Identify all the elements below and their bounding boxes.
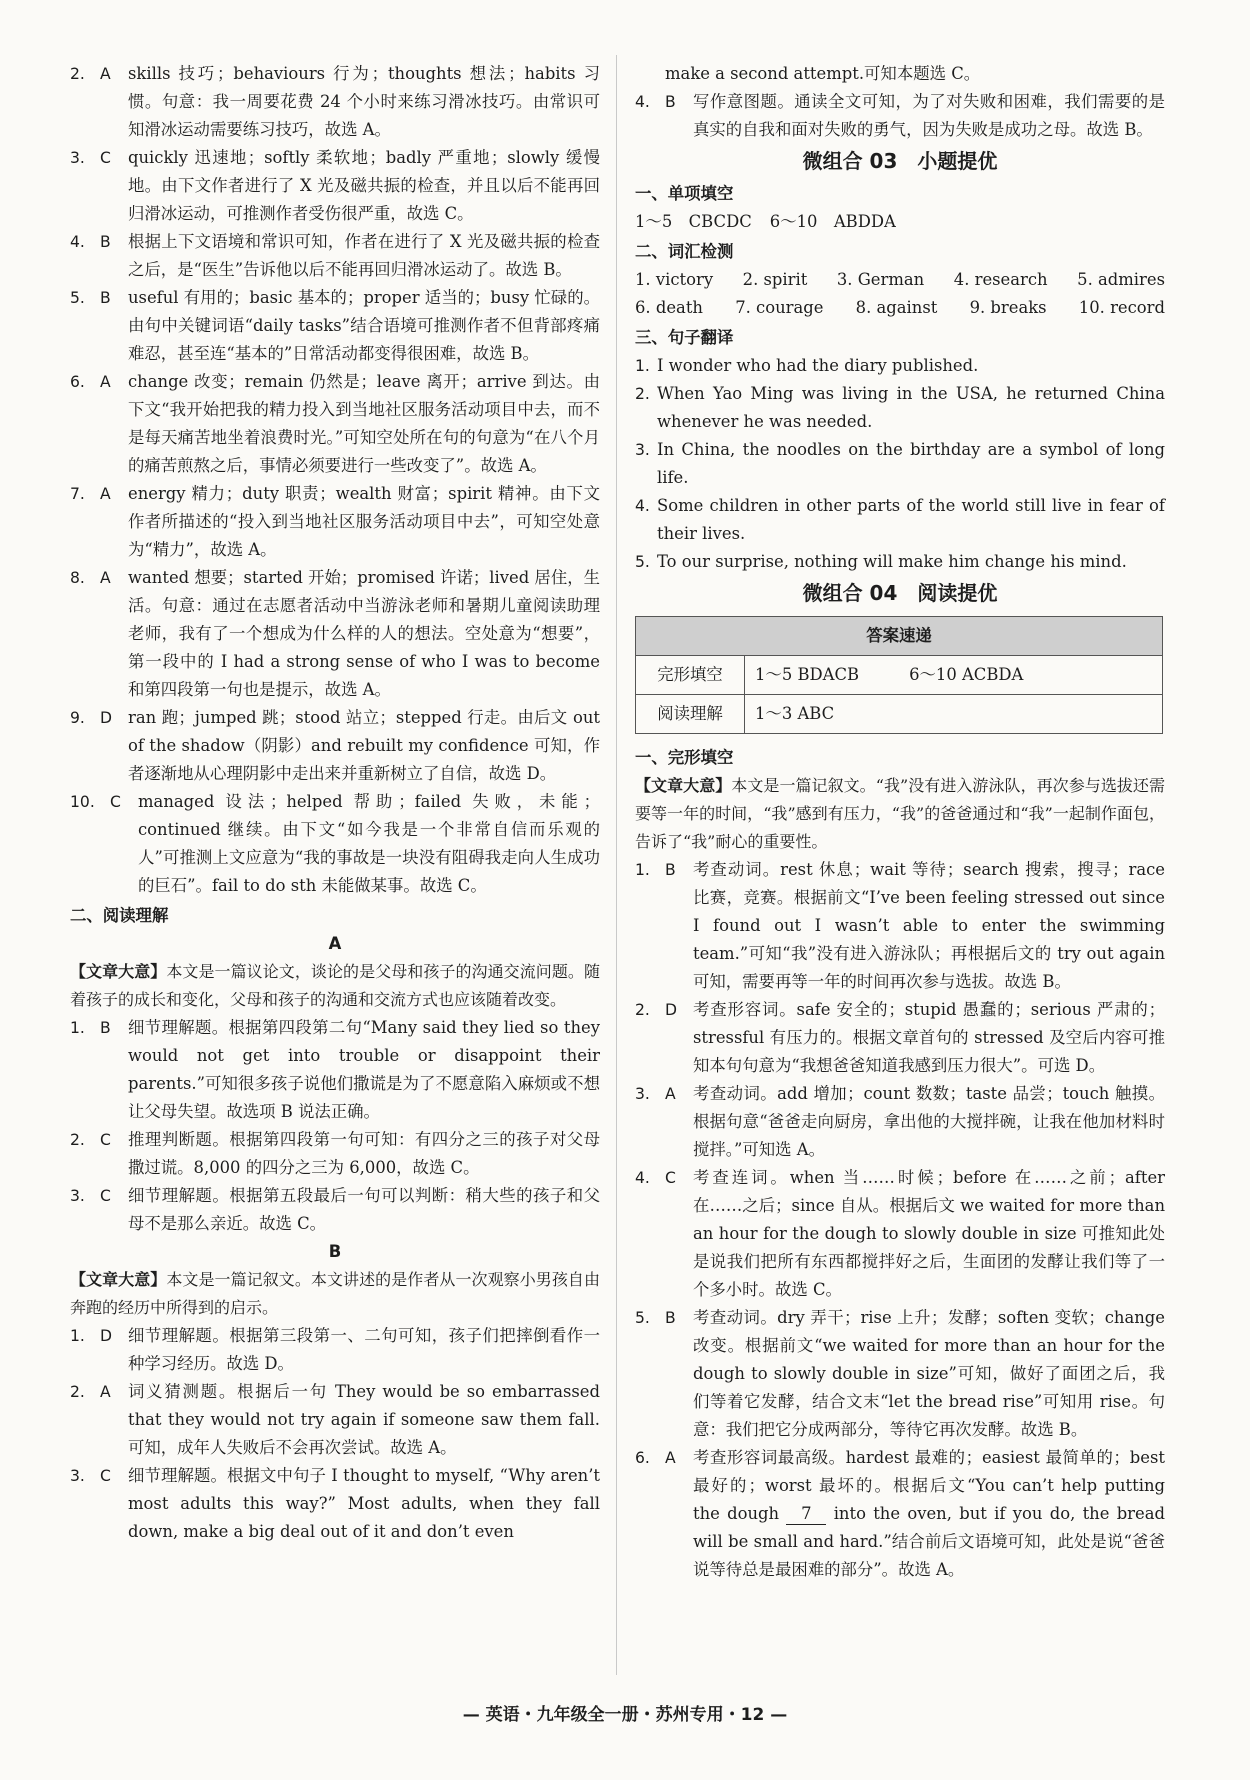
passage-a-list bbox=[70, 1014, 600, 1238]
summary-text: 本文是一篇记叙文。“我”没有进入游泳队，再次参与选拔还需要等一年的时间，“我”感到有压力，“我”的爸爸通过和“我”一起制作面包，告诉了“我”耐心的重要性。 bbox=[635, 776, 1165, 851]
translation-item bbox=[635, 352, 1165, 380]
item-answer: C bbox=[100, 1131, 111, 1149]
item-answer: C bbox=[100, 1467, 111, 1485]
continued-line: make a second attempt.可知本题选 C。 bbox=[665, 64, 981, 83]
answer-item bbox=[635, 1304, 1165, 1444]
answer-item bbox=[70, 1182, 600, 1238]
item-text: 细节理解题。根据第三段第一、二句可知，孩子们把摔倒看作一种学习经历。故选 D。 bbox=[128, 1326, 600, 1373]
translation-item bbox=[635, 380, 1165, 436]
item-number: 4. bbox=[70, 233, 85, 251]
item-text: 词义猜测题。根据后一句 They would be so embarrassed that they would not try again if someone saw them fall. 可知，成年人失败后不会再次尝试。故选 A。 bbox=[128, 1382, 600, 1457]
summary-tag: 【文章大意】 bbox=[70, 1270, 167, 1289]
item-text: ran 跑；jumped 跳；stood 站立；stepped 行走。由后文 out of the shadow（阴影）and rebuilt my confidence 可知，作者逐渐地从心理阴影中走出来并重新树立了自信，故选 D。 bbox=[128, 708, 600, 783]
answer-item bbox=[635, 1444, 1165, 1584]
item-text: 细节理解题。根据第四段第二句“Many said they lied so they would not get into trouble or disappoint their parents.”可知很多孩子说他们撒谎是为了不愿意陷入麻烦或不想让父母失望。故选项 B 说法正确。 bbox=[128, 1018, 600, 1121]
section-translate-heading: 三、句子翻译 bbox=[635, 328, 734, 347]
item-answer: A bbox=[100, 1383, 111, 1401]
item-text bbox=[693, 1444, 1165, 1584]
vocab-answer: 9. breaks bbox=[969, 298, 1047, 317]
answer-item bbox=[70, 144, 600, 228]
translation-item bbox=[635, 492, 1165, 548]
item-answer: A bbox=[100, 373, 111, 391]
vocab-answer: 7. courage bbox=[735, 298, 824, 317]
answer-item bbox=[70, 228, 600, 284]
translation-list bbox=[635, 352, 1165, 576]
item-number: 5. bbox=[70, 289, 85, 307]
item-text: 推理判断题。根据第四段第一句可知：有四分之三的孩子对父母撒过谎。8,000 的四分之三为 6,000，故选 C。 bbox=[128, 1130, 600, 1177]
item-text: 考查动词。dry 弄干；rise 上升；发酵；soften 变软；change 改变。根据前文“we waited for more than an hour for the dough to slowly double in size”可知，做好了面团之后，我们等着它发酵，结合文末“let the bread rise”可知用 rise。句意：我们把它分成两部分，等待它再次发酵。故选 B。 bbox=[693, 1308, 1165, 1439]
item-number: 1. bbox=[70, 1019, 85, 1037]
answer-item bbox=[70, 60, 600, 144]
item-text: 考查连词。when 当……时候；before 在……之前；after 在……之后；since 自从。根据后文 we waited for more than an hour for the dough to slowly double in size 可推知此处是说我们把所有东西都搅拌好之后，生面团的发酵让我们等了一个多小时。故选 C。 bbox=[693, 1168, 1165, 1299]
item-answer: B bbox=[665, 1309, 676, 1327]
item-text: wanted 想要；started 开始；promised 许诺；lived 居住，生活。句意：通过在志愿者活动中当游泳老师和暑期儿童阅读助理老师，我有了一个想成为什么样的人的想法。空处意为“想要”，第一段中的 I had a strong sense of who I was to become 和第四段第一句也是提示，故选 A。 bbox=[128, 568, 600, 699]
item-number: 2. bbox=[635, 385, 650, 403]
summary-text: 本文是一篇记叙文。本文讲述的是作者从一次观察小男孩自由奔跑的经历中所得到的启示。 bbox=[70, 1270, 600, 1317]
item-number: 3. bbox=[70, 1187, 85, 1205]
item-number: 8. bbox=[70, 569, 85, 587]
answer-table-header: 答案速递 bbox=[636, 617, 1163, 656]
answer-item bbox=[70, 564, 600, 704]
vocab-row bbox=[635, 266, 1165, 294]
table-row-value bbox=[745, 695, 1163, 734]
item-answer: B bbox=[100, 289, 111, 307]
item-number: 4. bbox=[635, 497, 650, 515]
item-text: managed 设法；helped 帮助；failed 失败，未能；continued 继续。由下文“如今我是一个非常自信而乐观的人”可推测上文应意为“我的事故是一块没有阻碍我走向人生成功的巨石”。fail to do sth 未能做某事。故选 C。 bbox=[138, 792, 600, 895]
blank-number: 7 bbox=[786, 1504, 826, 1525]
item-text: To our surprise, nothing will make him change his mind. bbox=[657, 552, 1127, 571]
vocab-answer: 2. spirit bbox=[742, 270, 808, 289]
item-number: 5. bbox=[635, 1309, 650, 1327]
table-value-a: 1～3 ABC bbox=[755, 704, 835, 723]
table-row-label: 完形填空 bbox=[636, 656, 745, 695]
item-number: 4. bbox=[635, 93, 650, 111]
passage-a-label: A bbox=[328, 934, 342, 953]
vocab-answer: 6. death bbox=[635, 298, 703, 317]
item-text: 考查动词。add 增加；count 数数；taste 品尝；touch 触摸。根据句意“爸爸走向厨房，拿出他的大搅拌碗，让我在他加材料时搅拌。”可知选 A。 bbox=[693, 1084, 1165, 1159]
answer-item bbox=[70, 368, 600, 480]
table-row bbox=[636, 656, 1163, 695]
answer-item bbox=[70, 1126, 600, 1182]
item-text: 根据上下文语境和常识可知，作者在进行了 X 光及磁共振的检查之后，是“医生”告诉他以后不能再回归滑冰运动了。故选 B。 bbox=[128, 232, 600, 279]
passage-b-label: B bbox=[328, 1242, 342, 1261]
item-text: 考查形容词。safe 安全的；stupid 愚蠢的；serious 严肃的；stressful 有压力的。根据文章首句的 stressed 及空后内容可推知本句句意为“我想爸爸知道我感到压力很大”。可选 D。 bbox=[693, 1000, 1165, 1075]
answer-item bbox=[70, 1378, 600, 1462]
item-number: 4. bbox=[635, 1169, 650, 1187]
item-text: Some children in other parts of the world still live in fear of their lives. bbox=[657, 496, 1165, 543]
item-number: 1. bbox=[70, 1327, 85, 1345]
item-text: When Yao Ming was living in the USA, he returned China whenever he was needed. bbox=[657, 384, 1165, 431]
single-answers-6-10: 6～10 ABDDA bbox=[769, 212, 896, 231]
item-answer: C bbox=[100, 1187, 111, 1205]
item-number: 10. bbox=[70, 793, 95, 811]
group3-title: 微组合 03 小题提优 bbox=[802, 149, 998, 173]
single-answers bbox=[635, 208, 1165, 236]
translation-item bbox=[635, 436, 1165, 492]
answer-item bbox=[635, 856, 1165, 996]
single-answers-1-5: 1～5 CBCDC bbox=[635, 212, 752, 231]
item-text: 细节理解题。根据文中句子 I thought to myself, “Why aren’t most adults this way?” Most adults, when they fall down, make a big deal out of it and don’t even bbox=[128, 1466, 600, 1541]
item-text: useful 有用的；basic 基本的；proper 适当的；busy 忙碌的。由句中关键词语“daily tasks”结合语境可推测作者不但背部疼痛难忍，甚至连“基本的”日常活动都变得很困难，故选 B。 bbox=[128, 288, 600, 363]
item-text: change 改变；remain 仍然是；leave 离开；arrive 到达。由下文“我开始把我的精力投入到当地社区服务活动项目中去，而不是每天痛苦地坐着浪费时光。”可知空处所在句的句意为“在八个月的痛苦煎熬之后，事情必须要进行一些改变了”。故选 A。 bbox=[128, 372, 600, 475]
item-answer: C bbox=[110, 793, 121, 811]
vocab-answer: 5. admires bbox=[1077, 270, 1165, 289]
item-number: 2. bbox=[635, 1001, 650, 1019]
answer-item bbox=[635, 1164, 1165, 1304]
summary-tag: 【文章大意】 bbox=[70, 962, 167, 981]
item-number: 6. bbox=[70, 373, 85, 391]
section-cloze-heading: 一、完形填空 bbox=[635, 748, 734, 767]
item-answer: D bbox=[100, 709, 113, 727]
section-vocab-heading: 二、词汇检测 bbox=[635, 242, 734, 261]
item-answer: B bbox=[665, 861, 676, 879]
item-answer: C bbox=[100, 149, 111, 167]
item-text-after: into the oven, but if you do, the bread will be small and hard.”结合前后文语境可知，此处是说“爸爸说等待总是最困难的部分”。故选 A。 bbox=[693, 1504, 1165, 1579]
answer-item bbox=[635, 88, 1165, 144]
item-number: 9. bbox=[70, 709, 85, 727]
answer-item bbox=[70, 1462, 600, 1546]
answer-item bbox=[70, 788, 600, 900]
table-row-label: 阅读理解 bbox=[636, 695, 745, 734]
item-answer: D bbox=[100, 1327, 113, 1345]
item-number: 3. bbox=[70, 1467, 85, 1485]
passage-a-summary bbox=[70, 958, 600, 1014]
answer-item bbox=[70, 704, 600, 788]
summary-tag: 【文章大意】 bbox=[635, 776, 732, 795]
column-divider bbox=[616, 55, 617, 1675]
item-number: 1. bbox=[635, 357, 650, 375]
item-text: energy 精力；duty 职责；wealth 财富；spirit 精神。由下文作者所描述的“投入到当地社区服务活动项目中去”，可知空处意为“精力”，故选 A。 bbox=[128, 484, 600, 559]
answer-item bbox=[635, 1080, 1165, 1164]
table-value-b: 6～10 ACBDA bbox=[909, 665, 1024, 684]
translation-item bbox=[635, 548, 1165, 576]
item-answer: A bbox=[100, 65, 111, 83]
vocab-answer: 10. record bbox=[1078, 298, 1165, 317]
vocab-answer: 4. research bbox=[953, 270, 1048, 289]
item-text: In China, the noodles on the birthday are a symbol of long life. bbox=[657, 440, 1165, 487]
passage-b-summary bbox=[70, 1266, 600, 1322]
item-answer: A bbox=[665, 1085, 676, 1103]
answer-item bbox=[70, 284, 600, 368]
item-answer: D bbox=[665, 1001, 678, 1019]
answer-item bbox=[635, 996, 1165, 1080]
item-text: skills 技巧；behaviours 行为；thoughts 想法；habits 习惯。句意：我一周要花费 24 个小时来练习滑冰技巧。由常识可知滑冰运动需要练习技巧，故选 A。 bbox=[128, 64, 600, 139]
item-answer: C bbox=[665, 1169, 676, 1187]
passage-b-list bbox=[70, 1322, 600, 1546]
left-cloze-list bbox=[70, 60, 600, 900]
item-answer: B bbox=[100, 1019, 111, 1037]
item-answer: B bbox=[665, 93, 676, 111]
item-number: 3. bbox=[635, 1085, 650, 1103]
answer-item bbox=[70, 1014, 600, 1126]
answer-item bbox=[70, 480, 600, 564]
item-answer: A bbox=[100, 485, 111, 503]
left-column bbox=[70, 60, 600, 1546]
section-single-heading: 一、单项填空 bbox=[635, 184, 734, 203]
table-row-value bbox=[745, 656, 1163, 695]
item-number: 2. bbox=[70, 65, 85, 83]
item-number: 5. bbox=[635, 553, 650, 571]
section-reading-heading: 二、阅读理解 bbox=[70, 906, 169, 925]
item-text: 考查动词。rest 休息；wait 等待；search 搜索，搜寻；race 比赛，竞赛。根据前文“I’ve been feeling stressed out since I found out I wasn’t able to enter the swimming team.”可知“我”没有进入游泳队；再根据后文的 try out again 可知，需要再等一年的时间再次参与选拔。故选 B。 bbox=[693, 860, 1165, 991]
table-row bbox=[636, 695, 1163, 734]
right-column bbox=[635, 60, 1165, 1584]
item-number: 2. bbox=[70, 1383, 85, 1401]
right-cloze-list bbox=[635, 856, 1165, 1444]
item-number: 2. bbox=[70, 1131, 85, 1149]
item-number: 1. bbox=[635, 861, 650, 879]
vocab-answer: 3. German bbox=[836, 270, 925, 289]
item-text: 细节理解题。根据第五段最后一句可以判断：稍大些的孩子和父母不是那么亲近。故选 C。 bbox=[128, 1186, 600, 1233]
item-answer: A bbox=[665, 1449, 676, 1467]
item-answer: A bbox=[100, 569, 111, 587]
item-text: I wonder who had the diary published. bbox=[657, 356, 979, 375]
vocab-row bbox=[635, 294, 1165, 322]
answer-table bbox=[635, 616, 1163, 734]
item-text: quickly 迅速地；softly 柔软地；badly 严重地；slowly 缓慢地。由下文作者进行了 X 光及磁共振的检查，并且以后不能再回归滑冰运动，可推测作者受伤很严重，故选 C。 bbox=[128, 148, 600, 223]
item-answer: B bbox=[100, 233, 111, 251]
item-text-before: 考查形容词最高级。hardest 最难的；easiest 最简单的；best 最好的；worst 最坏的。根据后文“You can’t help putting the dough bbox=[693, 1448, 1165, 1523]
vocab-answer: 1. victory bbox=[635, 270, 714, 289]
item-number: 3. bbox=[635, 441, 650, 459]
group4-title: 微组合 04 阅读提优 bbox=[802, 581, 998, 605]
table-value-a: 1～5 BDACB bbox=[755, 665, 860, 684]
summary-text: 本文是一篇议论文，谈论的是父母和孩子的沟通交流问题。随着孩子的成长和变化，父母和孩子的沟通和交流方式也应该随着改变。 bbox=[70, 962, 600, 1009]
item-number: 6. bbox=[635, 1449, 650, 1467]
item-number: 7. bbox=[70, 485, 85, 503]
page-footer: — 英语・九年级全一册・苏州专用・12 — bbox=[462, 1705, 788, 1725]
cloze-summary bbox=[635, 772, 1165, 856]
item-text: 写作意图题。通读全文可知，为了对失败和困难，我们需要的是真实的自我和面对失败的勇气，因为失败是成功之母。故选 B。 bbox=[693, 92, 1165, 139]
vocab-answer: 8. against bbox=[855, 298, 938, 317]
answer-item bbox=[70, 1322, 600, 1378]
item-number: 3. bbox=[70, 149, 85, 167]
